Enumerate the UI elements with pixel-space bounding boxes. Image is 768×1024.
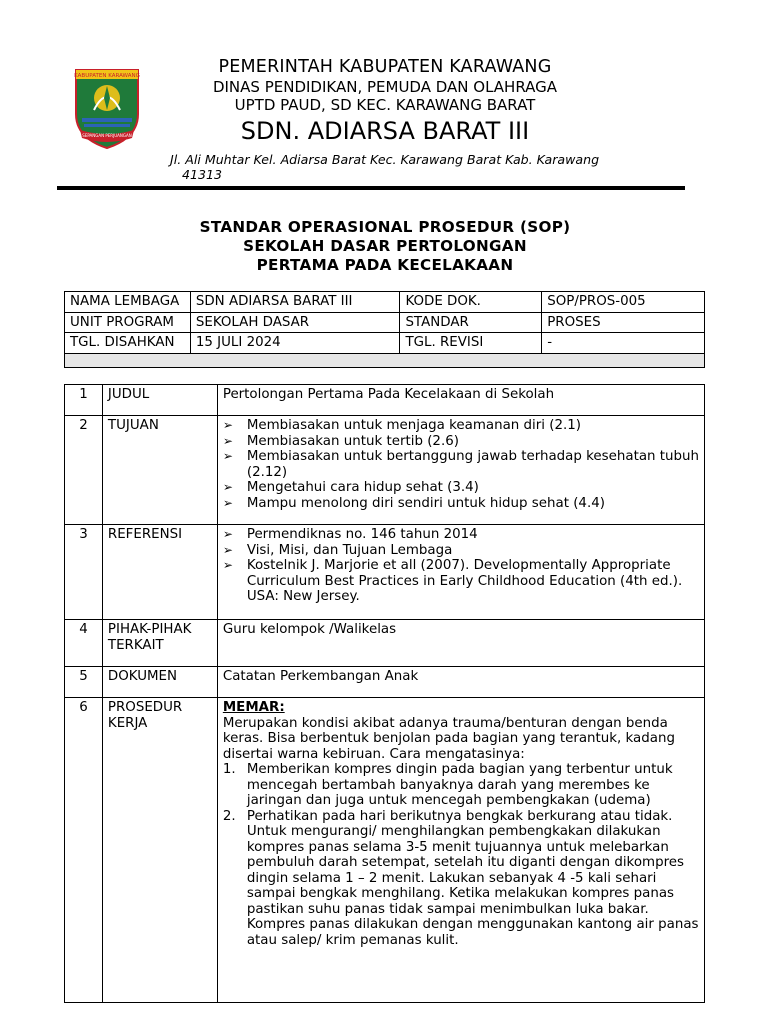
tgl-revisi-label: TGL. REVISI [400, 333, 542, 354]
kode-dok-value: SOP/PROS-005 [542, 292, 705, 313]
sop-row-pihak [65, 620, 705, 667]
memar-intro: Merupakan kondisi akibat adanya trauma/benturan dengan benda keras. Bisa berbentuk benjolan pada bagian yang terantuk, kadang disertai warna kebiruan. Cara mengatasinya: [222, 715, 675, 762]
step-number: 2. [222, 808, 236, 824]
address-line-2: 41313 [182, 167, 223, 182]
row-number: 6 [65, 698, 103, 1003]
list-item: ➢ Permendiknas no. 146 tahun 2014 [223, 527, 699, 543]
info-spacer-row [65, 353, 705, 367]
row-number: 4 [65, 620, 103, 667]
standar-value: PROSES [542, 312, 705, 333]
info-row [65, 312, 705, 333]
row-content: Catatan Perkembangan Anak [217, 667, 704, 698]
step-text: Perhatikan pada hari berikutnya bengkak berkurang atau tidak. Untuk mengurangi/ menghilangkan pembengkakan dilakukan kompres panas selama 3-5 menit tujuannya untuk melebarkan pembuluh darah setempat, setelah itu diganti dengan dikompres dingin selama 1 – 2 menit. Lakukan sebanyak 4 -5 kali sehari sampai bengkak menghilang. Ketika melakukan kompres panas pastikan suhu panas tidak sampai menimbulkan luka bakar. Kompres panas dilakukan dengan menggunakan kantong air panas atau salep/ krim pemanas kulit. [246, 808, 699, 948]
logo-top-text: KABUPATEN KARAWANG [74, 73, 140, 79]
list-item [223, 762, 699, 809]
logo-bottom-text: SEPANGAN PERJUANGAN [82, 133, 132, 138]
row-number: 5 [65, 667, 103, 698]
standar-label: STANDAR [400, 312, 542, 333]
address-line-1: Jl. Ali Muhtar Kel. Adiarsa Barat Kec. Karawang Barat Kab. Karawang [170, 152, 600, 167]
list-item [223, 809, 699, 949]
list-item: ➢ Visi, Misi, dan Tujuan Lembaga [223, 543, 699, 559]
sop-row-dokumen [65, 667, 705, 698]
list-item: ➢ Membiasakan untuk menjaga keamanan diri (2.1) [223, 418, 699, 434]
kode-dok-label: KODE DOK. [400, 292, 542, 313]
letterhead-school: SDN. ADIARSA BARAT III [240, 117, 530, 145]
title-line-3: PERTAMA PADA KECELAKAAN [256, 256, 514, 274]
sop-row-referensi [65, 525, 705, 620]
letterhead [165, 56, 605, 146]
info-row [65, 292, 705, 313]
row-label: TUJUAN [102, 416, 217, 525]
nama-lembaga-value: SDN ADIARSA BARAT III [190, 292, 400, 313]
tgl-revisi-value: - [542, 333, 705, 354]
row-label: PIHAK-PIHAK TERKAIT [102, 620, 217, 667]
referensi-list [223, 527, 699, 605]
row-content: Guru kelompok /Walikelas [217, 620, 704, 667]
letterhead-government: PEMERINTAH KABUPATEN KARAWANG [218, 57, 552, 77]
list-item: ➢ Membiasakan untuk tertib (2.6) [223, 434, 699, 450]
spacer-cell [65, 353, 705, 367]
row-content [217, 525, 704, 620]
unit-program-value: SEKOLAH DASAR [190, 312, 400, 333]
tgl-disahkan-label: TGL. DISAHKAN [65, 333, 191, 354]
title-line-2: SEKOLAH DASAR PERTOLONGAN [243, 237, 527, 255]
sop-content-table [64, 384, 705, 1003]
memar-steps [223, 762, 699, 948]
unit-program-label: UNIT PROGRAM [65, 312, 191, 333]
row-label: REFERENSI [102, 525, 217, 620]
row-number: 1 [65, 385, 103, 416]
list-item: ➢ Kostelnik J. Marjorie et all (2007). Developmentally Appropriate Curriculum Best Practices in Early Childhood Education (4th ed.). USA: New Jersey. [223, 558, 699, 605]
letterhead-unit: UPTD PAUD, SD KEC. KARAWANG BARAT [234, 96, 536, 114]
karawang-crest-logo [72, 64, 142, 150]
list-item: ➢ Mengetahui cara hidup sehat (3.4) [223, 480, 699, 496]
document-info-table [64, 291, 705, 368]
sop-row-tujuan [65, 416, 705, 525]
list-item: ➢ Membiasakan untuk bertanggung jawab terhadap kesehatan tubuh (2.12) [223, 449, 699, 480]
document-title [100, 218, 670, 275]
memar-heading: MEMAR: [222, 700, 285, 715]
row-number: 2 [65, 416, 103, 525]
row-content [217, 416, 704, 525]
tujuan-list [223, 418, 699, 511]
row-number: 3 [65, 525, 103, 620]
sop-row-prosedur [65, 698, 705, 1003]
row-label: DOKUMEN [102, 667, 217, 698]
row-label: PROSEDUR KERJA [102, 698, 217, 1003]
tgl-disahkan-value: 15 JULI 2024 [190, 333, 400, 354]
title-line-1: STANDAR OPERASIONAL PROSEDUR (SOP) [199, 218, 571, 236]
row-label: JUDUL [102, 385, 217, 416]
step-text: Memberikan kompres dingin pada bagian yang terbentur untuk mencegah bertambah banyaknya darah yang merembes ke jaringan dan juga untuk mencegah pembengkakan (udema) [246, 762, 673, 808]
letterhead-department: DINAS PENDIDIKAN, PEMUDA DAN OLAHRAGA [212, 78, 558, 96]
row-content [217, 698, 704, 1003]
letterhead-address [170, 152, 660, 182]
letterhead-divider [57, 186, 685, 190]
info-row [65, 333, 705, 354]
row-content: Pertolongan Pertama Pada Kecelakaan di Sekolah [217, 385, 704, 416]
step-number: 1. [222, 762, 236, 777]
sop-row-judul [65, 385, 705, 416]
nama-lembaga-label: NAMA LEMBAGA [65, 292, 191, 313]
list-item: ➢ Mampu menolong diri sendiri untuk hidup sehat (4.4) [223, 496, 699, 512]
